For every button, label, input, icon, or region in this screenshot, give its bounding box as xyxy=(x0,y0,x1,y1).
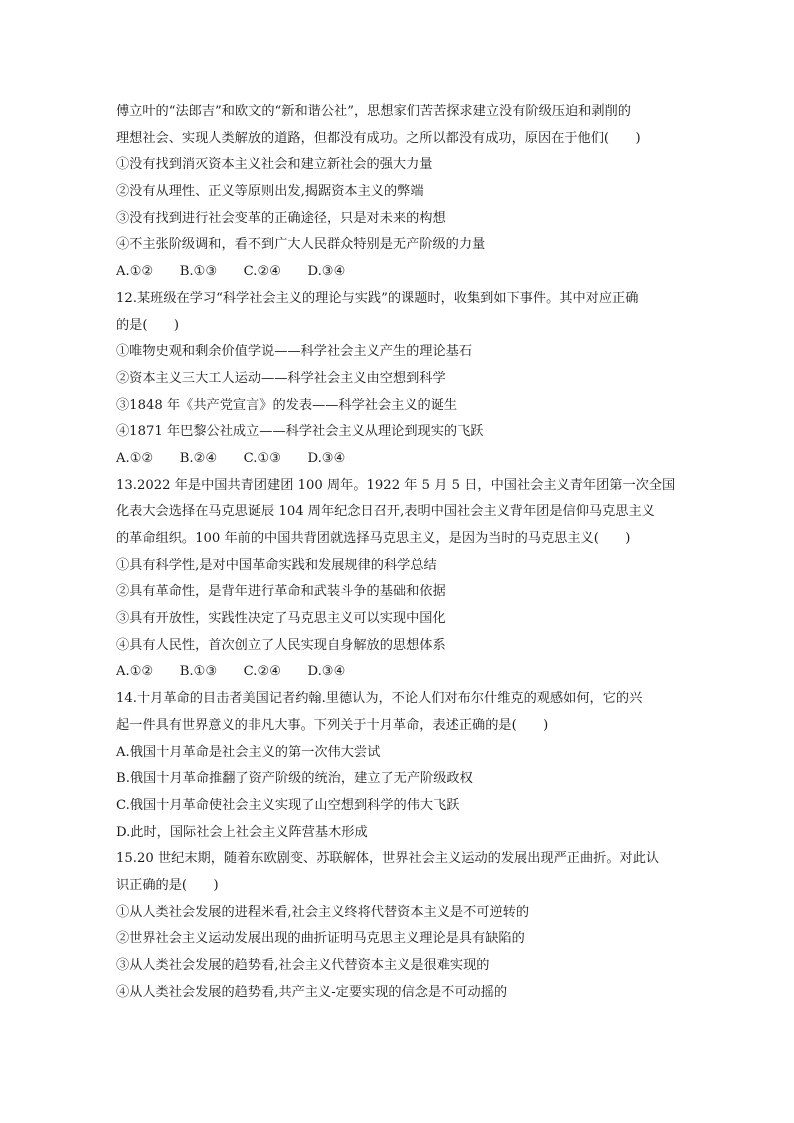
question-12 xyxy=(116,286,686,473)
choice-item: ③1848 年《共产党宣言》的发表——科学社会主义的诞生 xyxy=(116,397,458,413)
choice-item: ③具有开放性，实践性决定了马克思主义可以实现中国化 xyxy=(116,611,446,627)
choice-item: ②世界社会主义运动发展出现的曲折证明马克思主义理论是具有缺陷的 xyxy=(116,931,525,947)
question-stem-line: 傅立叶的“法郎吉”和欧文的“新和谐公社”，思想家们苦苦探求建立没有阶级压迫和剥削的 xyxy=(116,104,631,119)
question-stem-line: 15.20 世纪末期，随着东欧剧变、苏联解体，世界社会主义运动的发展出现严正曲折。对此认 xyxy=(116,851,660,867)
choice-item: A.俄国十月革命是社会主义的第一次伟大尝试 xyxy=(116,744,381,760)
choice-item: ①唯物史观和剩余价值学说——科学社会主义产生的理论基石 xyxy=(116,344,473,360)
choice-item: D.此时，国际社会上社会主义阵营基木形成 xyxy=(116,824,368,840)
choice-item: ①没有找到消灭资本主义社会和建立新社会的强大力量 xyxy=(116,157,433,173)
answer-options: A.①② B.②④ C.①③ D.③④ xyxy=(116,450,346,466)
choice-item: ④具有人民性，首次创立了人民实现自身解放的思想体系 xyxy=(116,637,446,653)
choice-item: ④不主张阶级调和，看不到广大人民群众特别是无产阶级的力量 xyxy=(116,237,486,253)
answer-options: A.①② B.①③ C.②④ D.③④ xyxy=(116,664,346,680)
choice-item: ①从人类社会发展的进程米看,社会主义终将代替资本主义是不可逆转的 xyxy=(116,904,530,920)
question-stem-line: 14.十月革命的目击者美国记者约翰.里德认为，不论人们对布尔什维克的观感如何，它的兴 xyxy=(116,691,643,707)
question-stem-line: 理想社会、实现人类解放的道路，但都没有成功。之所以都没有成功，原因在于他们( ) xyxy=(116,130,641,146)
question-13 xyxy=(116,473,686,687)
choice-item: ④从人类社会发展的趋势看,共产主义-定要实现的信念是不可动摇的 xyxy=(116,984,508,1000)
question-stem-line: 的是( ) xyxy=(116,317,180,333)
question-stem-line: 识正确的是( ) xyxy=(116,877,219,893)
choice-item: B.俄国十月革命推翻了资产阶级的统治，建立了无产阶级政权 xyxy=(116,771,473,787)
question-stem-line: 化表大会选择在马克思诞辰 104 周年纪念日召开,表明中国社会主义背年团是信仰马克思主义 xyxy=(116,504,655,520)
choice-item: ④1871 年巴黎公社成立——科学社会主义从理论到现实的飞跃 xyxy=(116,424,484,440)
question-11 xyxy=(116,99,686,286)
choice-item: ②具有革命性，是背年进行革命和武装斗争的基础和依据 xyxy=(116,584,446,600)
choice-item: ③没有找到进行社会变革的正确途径，只是对未来的构想 xyxy=(116,210,446,226)
choice-item: ①具有科学性,是对中国革命实践和发展规律的科学总结 xyxy=(116,557,437,573)
question-stem-line: 12.某班级在学习“科学社会主义的理论与实践”的课题时，收集到如下事件。其中对应正确 xyxy=(116,290,639,306)
question-stem-line: 13.2022 年是中国共青团建团 100 周年。1922 年 5 月 5 日，中国社会主义青年团第一次全国 xyxy=(116,477,676,493)
question-14 xyxy=(116,686,686,846)
choice-item: ②资本主义三大工人运动——科学社会主义由空想到科学 xyxy=(116,370,446,386)
answer-options: A.①② B.①③ C.②④ D.③④ xyxy=(116,264,346,280)
choice-item: ③从人类社会发展的趋势看,社会主义代替资本主义是很难实现的 xyxy=(116,958,490,973)
question-stem-line: 的革命组织。100 年前的中国共背团就选择马克思主义，是因为当时的马克思主义( ) xyxy=(116,531,631,546)
question-15 xyxy=(116,846,686,1006)
exam-page xyxy=(116,99,686,1006)
question-stem-line: 起一件具有世界意义的非凡大事。下列关于十月革命，表述正确的是( ) xyxy=(116,717,549,733)
choice-item: ②没有从理性、正义等原则出发,揭踞资本主义的弊端 xyxy=(116,184,424,200)
choice-item: C.俄国十月革命使社会主义实现了山空想到科学的伟大飞跃 xyxy=(116,797,460,813)
